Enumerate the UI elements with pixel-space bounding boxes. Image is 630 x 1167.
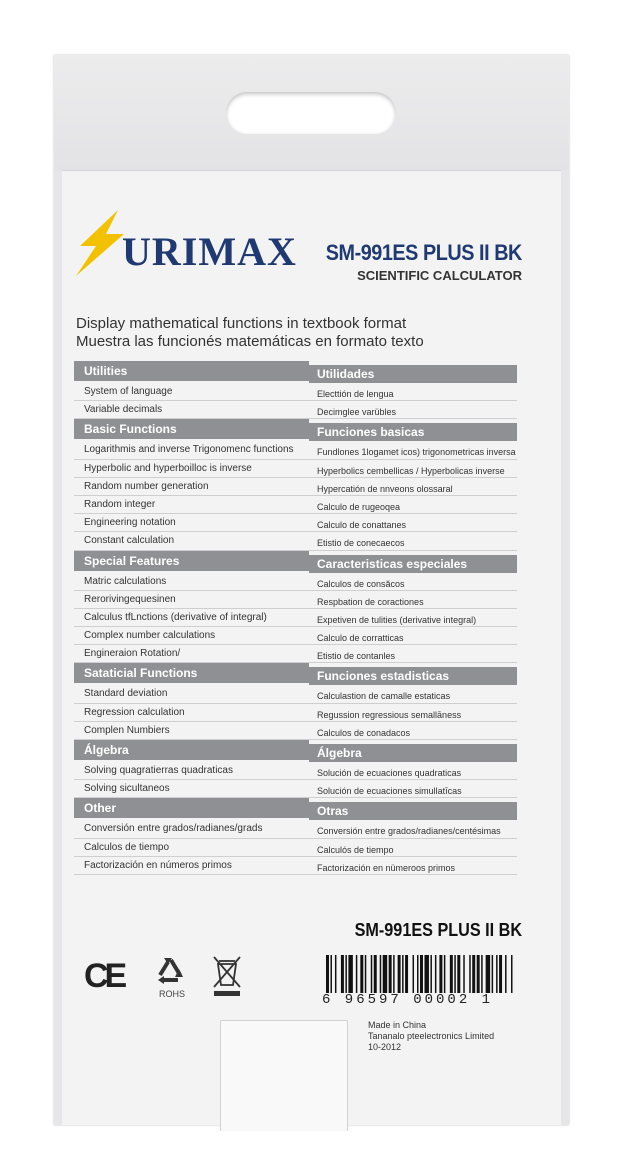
barcode-bar: [450, 955, 453, 993]
section: [74, 551, 517, 664]
feature-es: Expetiven de tulities (derivative integral): [309, 609, 517, 627]
description: [76, 315, 424, 351]
barcode-bar: [439, 955, 442, 993]
feature-row: [74, 441, 517, 459]
feature-en: Solving quagratierras quadraticas: [74, 762, 309, 780]
feature-row: [74, 780, 517, 798]
barcode-bar: [335, 955, 336, 993]
rohs-label: ROHS: [159, 989, 186, 999]
section-title-en: Álgebra: [74, 740, 309, 760]
section-header: [74, 551, 517, 571]
feature-row: [74, 478, 517, 496]
section-header: [74, 663, 517, 683]
feature-en: Standard deviation: [74, 685, 309, 703]
feature-row: [74, 514, 517, 532]
feature-en: Matric calculations: [74, 573, 309, 591]
section-title-es: Álgebra: [309, 744, 517, 762]
barcode-bar: [472, 955, 475, 993]
barcode-bar: [413, 955, 414, 993]
section-header: [74, 361, 517, 381]
feature-es: Calculo de rugeoqea: [309, 496, 517, 514]
barcode-bar: [393, 955, 394, 993]
recycle-icon: [154, 955, 188, 989]
section-title-en: Utilities: [74, 361, 309, 381]
barcode-bar: [389, 955, 392, 993]
barcode-bar: [417, 955, 418, 993]
feature-row: [74, 591, 517, 609]
section-title-es: Funciones basicas: [309, 423, 517, 441]
feature-en: Random integer: [74, 496, 309, 514]
barcode-bar: [371, 955, 372, 993]
feature-en: Rerorivingequesinen: [74, 591, 309, 609]
feature-en: Regression calculation: [74, 704, 309, 722]
barcode-bar: [511, 955, 512, 993]
feature-es: Calculo de corratticas: [309, 627, 517, 645]
made-in: Made in China: [368, 1020, 427, 1030]
feature-en: Conversión entre grados/radianes/grads: [74, 820, 309, 838]
feature-es: Calculós de tiempo: [309, 839, 517, 857]
feature-es: Fundlones 1logamet icos) trigonometricas inversa: [309, 441, 517, 459]
barcode-bar: [402, 955, 403, 993]
feature-es: Decimglee varübles: [309, 401, 517, 419]
right-fold: [561, 170, 569, 1125]
product-type: SCIENTIFIC CALCULATOR: [357, 268, 522, 283]
feature-es: Hypercatión de nnveons olossaral: [309, 478, 517, 496]
barcode: [322, 955, 518, 993]
barcode-bar: [492, 955, 493, 993]
section: [74, 663, 517, 740]
feature-es: Respbation de coractiones: [309, 591, 517, 609]
barcode-bar: [477, 955, 480, 993]
barcode-bar: [420, 955, 423, 993]
section: [74, 361, 517, 419]
feature-es: Etistio de contanles: [309, 645, 517, 663]
barcode-bar: [430, 955, 431, 993]
feature-en: Engineraion Rotation/: [74, 645, 309, 663]
brand-name: URIMAX: [122, 229, 297, 274]
barcode-bar: [383, 955, 387, 993]
section-header: [74, 419, 517, 439]
feature-row: [74, 383, 517, 401]
ce-mark: CE: [84, 957, 124, 995]
feature-row: [74, 762, 517, 780]
barcode-bar: [341, 955, 344, 993]
feature-row: [74, 645, 517, 663]
manufacture-date: 10-2012: [368, 1042, 402, 1052]
section-title-en: Special Features: [74, 551, 309, 571]
barcode-bar: [330, 955, 331, 993]
feature-es: Calculos de consăcos: [309, 573, 517, 591]
section-title-es: Funciones estadisticas: [309, 667, 517, 685]
barcode-bar: [469, 955, 470, 993]
crossed-bin-icon: [210, 955, 244, 999]
section-title-en: Sataticial Functions: [74, 663, 309, 683]
barcode-bar: [496, 955, 497, 993]
feature-es: Calculastion de camalle estaticas: [309, 685, 517, 703]
section-title-es: Caracteristicas especiales: [309, 555, 517, 573]
barcode-bar: [435, 955, 436, 993]
barcode-bar: [398, 955, 401, 993]
feature-en: System of language: [74, 383, 309, 401]
feature-table: [74, 361, 517, 875]
section: [74, 798, 517, 875]
feature-es: Calculo de conattanes: [309, 514, 517, 532]
feature-row: [74, 685, 517, 703]
section-header: [74, 740, 517, 760]
barcode-bar: [454, 955, 455, 993]
feature-row: [74, 532, 517, 550]
barcode-bar: [444, 955, 445, 993]
feature-en: Factorización en números primos: [74, 857, 309, 875]
feature-row: [74, 627, 517, 645]
feature-es: Regussion regressious semallāness: [309, 704, 517, 722]
feature-es: Hyperbolics cembellicas / Hyperbolicas inverse: [309, 460, 517, 478]
feature-row: [74, 460, 517, 478]
feature-es: Factorización en nümeroos primos: [309, 857, 517, 875]
feature-row: [74, 496, 517, 514]
feature-row: [74, 609, 517, 627]
barcode-bar: [463, 955, 464, 993]
barcode-bar: [348, 955, 352, 993]
feature-en: Complex number calculations: [74, 627, 309, 645]
feature-row: [74, 401, 517, 419]
barcode-bar: [360, 955, 363, 993]
model-bottom: SM-991ES PLUS II BK: [354, 920, 522, 940]
description-es: Muestra las funcionés matemáticas en formato texto: [76, 333, 424, 350]
feature-es: Electtión de lengua: [309, 383, 517, 401]
feature-es: Etistio de conecaecos: [309, 532, 517, 550]
feature-en: Calculos de tiempo: [74, 839, 309, 857]
section: [74, 740, 517, 798]
feature-en: Calculus tfLnctions (derivative of integral): [74, 609, 309, 627]
barcode-bar: [345, 955, 346, 993]
manufacturer-name: Tananalo pteelectronics Limited: [368, 1031, 495, 1041]
barcode-bar: [365, 955, 366, 993]
barcode-bar: [499, 955, 502, 993]
section-header: [74, 798, 517, 818]
feature-row: [74, 722, 517, 740]
manufacturer-info: [368, 1020, 494, 1053]
feature-row: [74, 820, 517, 838]
feature-en: Complen Numbiers: [74, 722, 309, 740]
feature-row: [74, 857, 517, 875]
barcode-bar: [505, 955, 506, 993]
barcode-bar: [380, 955, 381, 993]
feature-en: Constant calculation: [74, 532, 309, 550]
feature-es: Calculos de conadacos: [309, 722, 517, 740]
feature-en: Hyperbolic and hyperboilloc is inverse: [74, 460, 309, 478]
feature-en: Solving sicultaneos: [74, 780, 309, 798]
section-title-en: Basic Functions: [74, 419, 309, 439]
description-en: Display mathematical functions in textbook format: [76, 315, 407, 332]
feature-en: Variable decimals: [74, 401, 309, 419]
section: [74, 419, 517, 550]
feature-en: Engineering notation: [74, 514, 309, 532]
feature-row: [74, 573, 517, 591]
barcode-digits: 6 96597 00002 1: [322, 992, 494, 1008]
barcode-bar: [374, 955, 377, 993]
barcode-bar: [356, 955, 357, 993]
barcode-bar: [405, 955, 408, 993]
barcode-bar: [486, 955, 490, 993]
section-title-en: Other: [74, 798, 309, 818]
section-title-es: Utilidades: [309, 365, 517, 383]
barcode-bar: [457, 955, 460, 993]
feature-es: Solución de ecuaciones simullatīcas: [309, 780, 517, 798]
barcode-bar: [326, 955, 329, 993]
model-title: SM-991ES PLUS II BK: [325, 240, 522, 265]
section-title-es: Otras: [309, 802, 517, 820]
barcode-bar: [424, 955, 428, 993]
feature-es: Solución de ecuaciones quadraticas: [309, 762, 517, 780]
left-fold: [54, 170, 62, 1125]
bottom-tab: [220, 1020, 348, 1131]
feature-en: Logarithmis and inverse Trigonomenc functions: [74, 441, 309, 459]
hanger-hole: [226, 92, 396, 134]
feature-es: Conversión entre grados/radianes/centésimas: [309, 820, 517, 838]
feature-en: Random number generation: [74, 478, 309, 496]
barcode-bar: [481, 955, 482, 993]
feature-row: [74, 704, 517, 722]
feature-row: [74, 839, 517, 857]
brand-logo: [72, 208, 312, 278]
